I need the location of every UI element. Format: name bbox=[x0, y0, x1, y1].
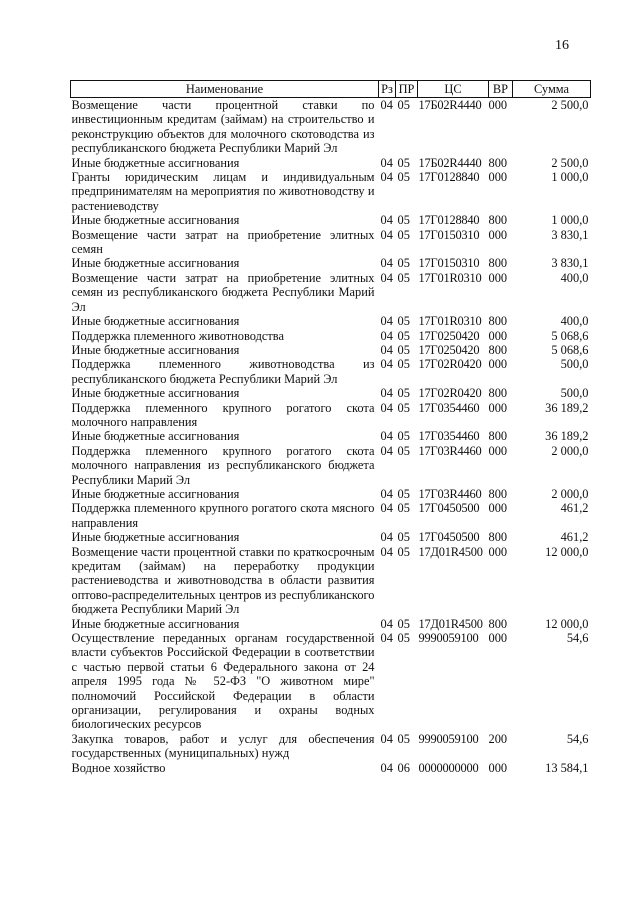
row-cs: 17Д01R4500 bbox=[418, 616, 483, 631]
row-pr: 05 bbox=[397, 328, 410, 343]
table-row bbox=[71, 386, 591, 400]
row-rz: 04 bbox=[380, 486, 393, 501]
row-cs: 17Г0150310 bbox=[418, 227, 480, 242]
header-rz: Рз bbox=[379, 81, 396, 98]
row-pr: 05 bbox=[397, 544, 410, 559]
row-rz: 04 bbox=[380, 429, 393, 444]
row-rz: 04 bbox=[380, 227, 393, 242]
row-vr: 000 bbox=[488, 170, 508, 185]
row-rz: 04 bbox=[380, 256, 393, 271]
row-rz: 04 bbox=[380, 357, 393, 372]
row-vr: 800 bbox=[488, 386, 508, 401]
row-sum: 1 000,0 bbox=[551, 213, 589, 228]
row-sum: 1 000,0 bbox=[551, 170, 589, 185]
row-cs: 17Г0128840 bbox=[418, 213, 480, 228]
row-sum: 54,6 bbox=[566, 731, 589, 746]
row-name: Поддержка племенного животноводства bbox=[71, 328, 284, 343]
row-name: Возмещение части процентной ставки по инвестиционным кредитам (займам) на строительство и реконструкцию объектов для молочного скотоводства из республиканского бюджета Республики Марий Эл bbox=[71, 98, 375, 156]
table-row bbox=[71, 98, 591, 156]
table-row bbox=[71, 617, 591, 631]
header-vr: ВР bbox=[489, 81, 513, 98]
row-vr: 800 bbox=[488, 155, 508, 170]
row-name: Возмещение части затрат на приобретение элитных семян bbox=[71, 227, 375, 257]
row-cs: 17Г0128840 bbox=[418, 170, 480, 185]
row-sum: 36 189,2 bbox=[545, 400, 589, 415]
row-pr: 05 bbox=[397, 227, 410, 242]
row-name: Поддержка племенного крупного рогатого скота молочного направления из республиканского бюджета Республики Марий Эл bbox=[71, 443, 375, 487]
row-cs: 0000000000 bbox=[418, 760, 479, 775]
row-sum: 5 068,6 bbox=[551, 342, 589, 357]
row-vr: 800 bbox=[488, 616, 508, 631]
row-pr: 05 bbox=[397, 731, 410, 746]
row-sum: 5 068,6 bbox=[551, 328, 589, 343]
row-cs: 9990059100 bbox=[418, 731, 479, 746]
row-pr: 05 bbox=[397, 342, 410, 357]
row-vr: 000 bbox=[488, 98, 508, 112]
row-rz: 04 bbox=[380, 314, 393, 329]
row-name: Возмещение части затрат на приобретение элитных семян из республиканского бюджета Республики Марий Эл bbox=[71, 270, 375, 314]
budget-table bbox=[70, 80, 591, 775]
table-row bbox=[71, 530, 591, 544]
row-vr: 000 bbox=[488, 270, 508, 285]
row-rz: 04 bbox=[380, 544, 393, 559]
row-vr: 000 bbox=[488, 227, 508, 242]
row-sum: 400,0 bbox=[560, 270, 589, 285]
table-row bbox=[71, 329, 591, 343]
row-sum: 461,2 bbox=[560, 530, 589, 545]
row-rz: 04 bbox=[380, 328, 393, 343]
row-rz: 04 bbox=[380, 342, 393, 357]
table-row bbox=[71, 429, 591, 443]
row-pr: 05 bbox=[397, 213, 410, 228]
table-row bbox=[71, 401, 591, 430]
table-row bbox=[71, 228, 591, 257]
row-rz: 04 bbox=[380, 400, 393, 415]
row-sum: 2 500,0 bbox=[551, 98, 589, 112]
row-sum: 500,0 bbox=[560, 357, 589, 372]
row-rz: 04 bbox=[380, 443, 393, 458]
row-rz: 04 bbox=[380, 386, 393, 401]
row-pr: 05 bbox=[397, 386, 410, 401]
row-name: Иные бюджетные ассигнования bbox=[71, 256, 240, 271]
table-row bbox=[71, 732, 591, 761]
table-row bbox=[71, 761, 591, 775]
page-number: 16 bbox=[555, 38, 569, 53]
table-row bbox=[71, 444, 591, 487]
row-name: Иные бюджетные ассигнования bbox=[71, 486, 240, 501]
row-pr: 05 bbox=[397, 616, 410, 631]
table-row bbox=[71, 501, 591, 530]
row-sum: 3 830,1 bbox=[551, 256, 589, 271]
row-cs: 17Г0450500 bbox=[418, 501, 480, 516]
row-pr: 05 bbox=[397, 631, 410, 646]
table-row bbox=[71, 170, 591, 213]
row-pr: 05 bbox=[397, 170, 410, 185]
row-vr: 800 bbox=[488, 530, 508, 545]
row-sum: 2 500,0 bbox=[551, 155, 589, 170]
row-rz: 04 bbox=[380, 155, 393, 170]
row-cs: 17Г03R4460 bbox=[418, 443, 482, 458]
row-vr: 000 bbox=[488, 357, 508, 372]
row-rz: 04 bbox=[380, 98, 393, 112]
row-pr: 05 bbox=[397, 357, 410, 372]
row-sum: 400,0 bbox=[560, 314, 589, 329]
row-cs: 17Г0150310 bbox=[418, 256, 480, 271]
row-vr: 800 bbox=[488, 342, 508, 357]
row-name: Иные бюджетные ассигнования bbox=[71, 530, 240, 545]
row-name: Иные бюджетные ассигнования bbox=[71, 342, 240, 357]
row-name: Гранты юридическим лицам и индивидуальным предпринимателям на мероприятия по животноводству и растениеводству bbox=[71, 170, 375, 213]
row-name: Поддержка племенного крупного рогатого скота мясного направления bbox=[71, 501, 375, 530]
table-body bbox=[71, 98, 591, 776]
row-sum: 2 000,0 bbox=[551, 443, 589, 458]
row-rz: 04 bbox=[380, 170, 393, 185]
row-vr: 000 bbox=[488, 501, 508, 516]
row-cs: 9990059100 bbox=[418, 631, 479, 646]
row-rz: 04 bbox=[380, 270, 393, 285]
row-rz: 04 bbox=[380, 631, 393, 646]
table-row bbox=[71, 271, 591, 314]
row-cs: 17Г01R0310 bbox=[418, 314, 482, 329]
row-cs: 17Б02R4440 bbox=[418, 155, 482, 170]
row-pr: 06 bbox=[397, 760, 410, 775]
row-name: Иные бюджетные ассигнования bbox=[71, 386, 240, 401]
row-vr: 800 bbox=[488, 213, 508, 228]
row-pr: 05 bbox=[397, 400, 410, 415]
table-row bbox=[71, 314, 591, 328]
row-cs: 17Г0450500 bbox=[418, 530, 480, 545]
row-pr: 05 bbox=[397, 270, 410, 285]
row-vr: 800 bbox=[488, 256, 508, 271]
row-vr: 000 bbox=[488, 760, 508, 775]
row-pr: 05 bbox=[397, 314, 410, 329]
row-name: Иные бюджетные ассигнования bbox=[71, 155, 240, 170]
row-pr: 05 bbox=[397, 530, 410, 545]
row-vr: 000 bbox=[488, 544, 508, 559]
row-cs: 17Г0250420 bbox=[418, 328, 480, 343]
row-sum: 3 830,1 bbox=[551, 227, 589, 242]
row-vr: 800 bbox=[488, 486, 508, 501]
row-pr: 05 bbox=[397, 501, 410, 516]
row-pr: 05 bbox=[397, 429, 410, 444]
row-rz: 04 bbox=[380, 616, 393, 631]
row-pr: 05 bbox=[397, 256, 410, 271]
table-row bbox=[71, 343, 591, 357]
row-rz: 04 bbox=[380, 213, 393, 228]
row-cs: 17Б02R4440 bbox=[418, 98, 482, 112]
table-row bbox=[71, 631, 591, 732]
row-rz: 04 bbox=[380, 501, 393, 516]
row-name: Осуществление переданных органам государственной власти субъектов Российской Федерации в соответствии с частью первой статьи 6 Федерального закона от 24 апреля 1995 года № 52-ФЗ "О животном мире" полномочий Российской Федерации в области организации, регулирования и охраны водных биологических ресурсов bbox=[71, 631, 375, 732]
row-name: Поддержка племенного животноводства из республиканского бюджета Республики Марий Эл bbox=[71, 357, 375, 386]
table-row bbox=[71, 256, 591, 270]
row-name: Иные бюджетные ассигнования bbox=[71, 213, 240, 228]
row-name: Закупка товаров, работ и услуг для обеспечения государственных (муниципальных) нужд bbox=[71, 731, 375, 761]
row-sum: 2 000,0 bbox=[551, 486, 589, 501]
row-vr: 200 bbox=[488, 731, 508, 746]
row-cs: 17Г0354460 bbox=[418, 429, 480, 444]
header-cs: ЦС bbox=[418, 81, 489, 98]
row-vr: 800 bbox=[488, 429, 508, 444]
row-vr: 000 bbox=[488, 631, 508, 646]
table-header bbox=[71, 81, 591, 98]
row-cs: 17Г03R4460 bbox=[418, 486, 482, 501]
row-name: Иные бюджетные ассигнования bbox=[71, 429, 240, 444]
row-name: Возмещение части процентной ставки по краткосрочным кредитам (займам) на переработку продукции растениеводства и животноводства в области развития оптово-распределительных центров из республиканского бюджета Республики Марий Эл bbox=[71, 544, 375, 617]
header-sum: Сумма bbox=[513, 81, 591, 98]
row-sum: 500,0 bbox=[560, 386, 589, 401]
row-name: Иные бюджетные ассигнования bbox=[71, 616, 240, 631]
row-cs: 17Г01R0310 bbox=[418, 270, 482, 285]
row-vr: 000 bbox=[488, 400, 508, 415]
row-sum: 13 584,1 bbox=[545, 760, 589, 775]
table-row bbox=[71, 357, 591, 386]
row-sum: 36 189,2 bbox=[545, 429, 589, 444]
row-vr: 000 bbox=[488, 443, 508, 458]
row-sum: 461,2 bbox=[560, 501, 589, 516]
row-vr: 000 bbox=[488, 328, 508, 343]
row-cs: 17Г02R0420 bbox=[418, 386, 482, 401]
row-cs: 17Д01R4500 bbox=[418, 544, 483, 559]
table-row bbox=[71, 545, 591, 617]
row-sum: 12 000,0 bbox=[545, 616, 589, 631]
row-cs: 17Г0250420 bbox=[418, 342, 480, 357]
header-name: Наименование bbox=[71, 81, 379, 98]
row-rz: 04 bbox=[380, 530, 393, 545]
row-pr: 05 bbox=[397, 155, 410, 170]
table-row bbox=[71, 156, 591, 170]
row-rz: 04 bbox=[380, 760, 393, 775]
row-name: Иные бюджетные ассигнования bbox=[71, 314, 240, 329]
row-vr: 800 bbox=[488, 314, 508, 329]
table-row bbox=[71, 213, 591, 227]
row-sum: 12 000,0 bbox=[545, 544, 589, 559]
row-name: Поддержка племенного крупного рогатого скота молочного направления bbox=[71, 400, 375, 429]
row-cs: 17Г02R0420 bbox=[418, 357, 482, 372]
row-cs: 17Г0354460 bbox=[418, 400, 480, 415]
row-pr: 05 bbox=[397, 486, 410, 501]
row-pr: 05 bbox=[397, 98, 410, 112]
header-pr: ПР bbox=[396, 81, 418, 98]
header-row bbox=[71, 81, 591, 98]
row-sum: 54,6 bbox=[566, 631, 589, 646]
row-rz: 04 bbox=[380, 731, 393, 746]
table-row bbox=[71, 487, 591, 501]
row-pr: 05 bbox=[397, 443, 410, 458]
row-name: Водное хозяйство bbox=[71, 760, 166, 775]
